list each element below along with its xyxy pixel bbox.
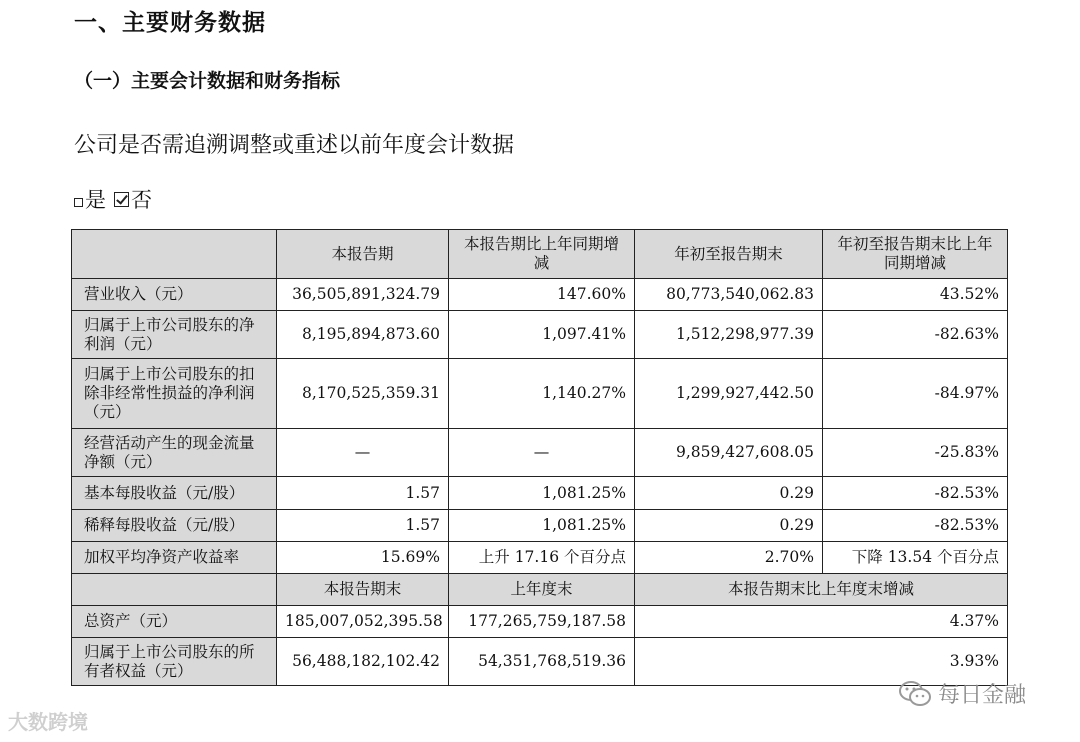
row-label: 基本每股收益（元/股）: [72, 477, 277, 510]
table-cell: 8,195,894,873.60: [277, 311, 449, 359]
restatement-options: [74, 184, 152, 214]
table-row: [72, 606, 1008, 638]
table-row: [72, 429, 1008, 477]
yes-label: 是: [85, 188, 106, 212]
header-cell: 年初至报告期末比上年同期增减: [823, 230, 1008, 279]
table-cell: 36,505,891,324.79: [277, 279, 449, 311]
table-row: [72, 279, 1008, 311]
table-cell: —: [277, 429, 449, 477]
table-row: [72, 510, 1008, 542]
table-row: [72, 477, 1008, 510]
table-cell: 8,170,525,359.31: [277, 359, 449, 429]
table-cell: 4.37%: [635, 606, 1008, 638]
table-cell: 56,488,182,102.42: [277, 638, 449, 686]
table-cell: 3.93%: [635, 638, 1008, 686]
table-subheader-row: [72, 574, 1008, 606]
table-cell: 1,081.25%: [449, 477, 635, 510]
table-cell: 80,773,540,062.83: [635, 279, 823, 311]
header-cell: [72, 230, 277, 279]
row-label: 总资产（元）: [72, 606, 277, 638]
table-cell: -82.53%: [823, 510, 1008, 542]
table-cell: 54,351,768,519.36: [449, 638, 635, 686]
table-cell: 15.69%: [277, 542, 449, 574]
table-cell: 0.29: [635, 477, 823, 510]
table-row: [72, 311, 1008, 359]
watermark-right-text: 每日金融: [938, 683, 1027, 708]
row-label: 归属于上市公司股东的净利润（元）: [72, 311, 277, 359]
section-heading: 一、主要财务数据: [74, 10, 266, 36]
table-header-row: [72, 230, 1008, 279]
no-checkbox-checked: [114, 192, 129, 207]
table-cell: 下降 13.54 个百分点: [823, 542, 1008, 574]
table-cell: 177,265,759,187.58: [449, 606, 635, 638]
table-cell: -82.63%: [823, 311, 1008, 359]
header-cell: 本报告期比上年同期增减: [449, 230, 635, 279]
header-cell: 上年度末: [449, 574, 635, 606]
row-label: 经营活动产生的现金流量净额（元）: [72, 429, 277, 477]
table-cell: -82.53%: [823, 477, 1008, 510]
table-cell: -25.83%: [823, 429, 1008, 477]
table-cell: 1,299,927,442.50: [635, 359, 823, 429]
table-row: [72, 359, 1008, 429]
table-cell: -84.97%: [823, 359, 1008, 429]
table-cell: 1.57: [277, 477, 449, 510]
table-row: [72, 638, 1008, 686]
table-cell: 0.29: [635, 510, 823, 542]
row-label: 归属于上市公司股东的所有者权益（元）: [72, 638, 277, 686]
watermark-right: [898, 678, 1026, 709]
row-label: 加权平均净资产收益率: [72, 542, 277, 574]
table-cell: 9,859,427,608.05: [635, 429, 823, 477]
table-cell: 147.60%: [449, 279, 635, 311]
restatement-question: 公司是否需追溯调整或重述以前年度会计数据: [74, 133, 515, 158]
row-label: 稀释每股收益（元/股）: [72, 510, 277, 542]
table-cell: 1,081.25%: [449, 510, 635, 542]
table-cell: 2.70%: [635, 542, 823, 574]
header-cell: 本报告期末: [277, 574, 449, 606]
row-label: 归属于上市公司股东的扣除非经常性损益的净利润（元）: [72, 359, 277, 429]
table-cell: 1,140.27%: [449, 359, 635, 429]
row-label: 营业收入（元）: [72, 279, 277, 311]
table-cell: —: [449, 429, 635, 477]
table-cell: 上升 17.16 个百分点: [449, 542, 635, 574]
table-cell: 1.57: [277, 510, 449, 542]
yes-checkbox: [74, 198, 83, 207]
watermark-left: 大数跨境: [8, 710, 88, 734]
table-cell: 185,007,052,395.58: [277, 606, 449, 638]
financial-data-table: [71, 229, 1008, 686]
header-cell: 年初至报告期末: [635, 230, 823, 279]
table-cell: 43.52%: [823, 279, 1008, 311]
no-label: 否: [131, 188, 152, 212]
table-cell: 1,512,298,977.39: [635, 311, 823, 359]
table-cell: 1,097.41%: [449, 311, 635, 359]
subsection-heading: （一）主要会计数据和财务指标: [74, 70, 341, 92]
header-cell: 本报告期末比上年度末增减: [635, 574, 1008, 606]
header-cell: [72, 574, 277, 606]
table-row: [72, 542, 1008, 574]
wechat-icon: [898, 680, 932, 708]
header-cell: 本报告期: [277, 230, 449, 279]
